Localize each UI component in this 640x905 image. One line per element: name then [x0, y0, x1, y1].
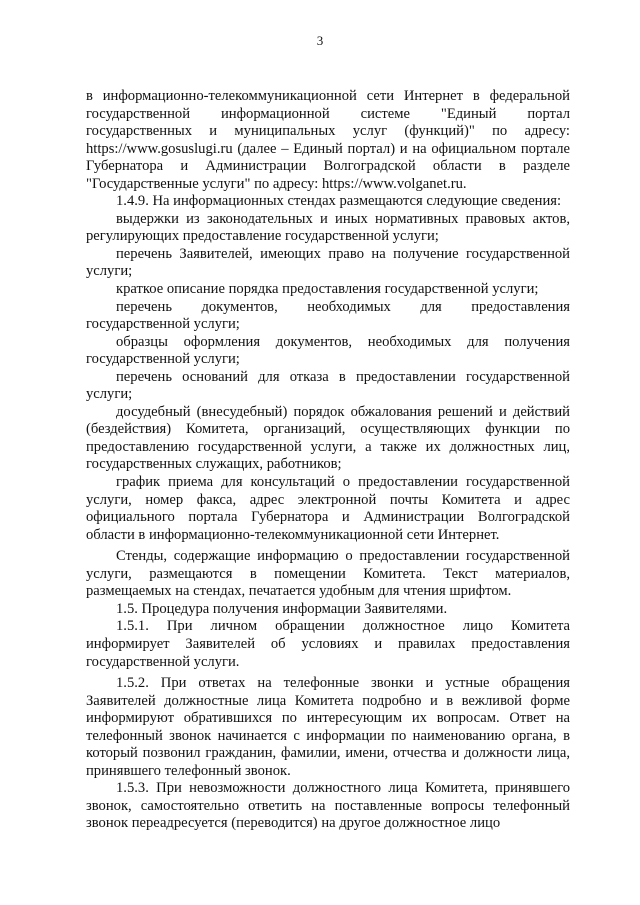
list-item-samples: образцы оформления документов, необходимых для получения государственной услуги;: [86, 333, 570, 368]
list-item-schedule: график приема для консультаций о предоставлении государственной услуги, номер факса, адрес электронной почты Комитета и адрес официального портала Губернатора и Администрации Волгоградской области в информационно-телекоммуникационной сети Интернет.: [86, 474, 570, 543]
list-item-applicants: перечень Заявителей, имеющих право на получение государственной услуги;: [86, 245, 570, 280]
list-item-refusal-grounds: перечень оснований для отказа в предоставлении государственной услуги;: [86, 368, 570, 403]
paragraph-1-5-2: 1.5.2. При ответах на телефонные звонки и устные обращения Заявителей должностные лица Комитета подробно и в вежливой форме информируют обратившихся по интересующим их вопросам. Ответ на телефонный звонок начинается с информации по наименованию органа, в который позвонил гражданин, фамилии, имени, отчества и должности лица, принявшего телефонный звонок.: [86, 675, 570, 779]
paragraph-stands: Стенды, содержащие информацию о предоставлении государственной услуги, размещаются в помещении Комитета. Текст материалов, размещаемых на стендах, печатается удобным для чтения шрифтом.: [86, 548, 570, 600]
page-number: 3: [316, 33, 324, 48]
document-body: [86, 88, 570, 833]
list-item-procedure: краткое описание порядка предоставления государственной услуги;: [116, 281, 539, 298]
paragraph-1-5-1: 1.5.1. При личном обращении должностное лицо Комитета информирует Заявителей об условиях и правилах предоставления государственной услуги.: [86, 618, 570, 670]
list-item-legal-acts: выдержки из законодательных и иных нормативных правовых актов, регулирующих предоставление государственной услуги;: [86, 210, 570, 245]
list-item-documents: перечень документов, необходимых для предоставления государственной услуги;: [86, 298, 570, 333]
paragraph-1-5: 1.5. Процедура получения информации Заявителями.: [116, 600, 448, 617]
list-item-appeal: досудебный (внесудебный) порядок обжалования решений и действий (бездействия) Комитета, организаций, осуществляющих функции по предоставлению государственной услуги, а также их должностных лиц, государственных служащих, работников;: [86, 403, 570, 473]
paragraph-portal-info: в информационно-телекоммуникационной сети Интернет в федеральной государственной информационной системе "Единый портал государственных и муниципальных услуг (функций)" по адресу: https://www.gosuslugi.ru (далее – Единый портал) и на официальном портале Губернатора и Администрации Волгоградской области в разделе "Государственные услуги" по адресу: https://www.volganet.ru.: [86, 88, 570, 192]
paragraph-1-4-9: 1.4.9. На информационных стендах размещаются следующие сведения:: [116, 193, 562, 210]
paragraph-1-5-3: 1.5.3. При невозможности должностного лица Комитета, принявшего звонок, самостоятельно ответить на поставленные вопросы телефонный звонок переадресуется (переводится) на другое должностное лицо: [86, 780, 570, 832]
